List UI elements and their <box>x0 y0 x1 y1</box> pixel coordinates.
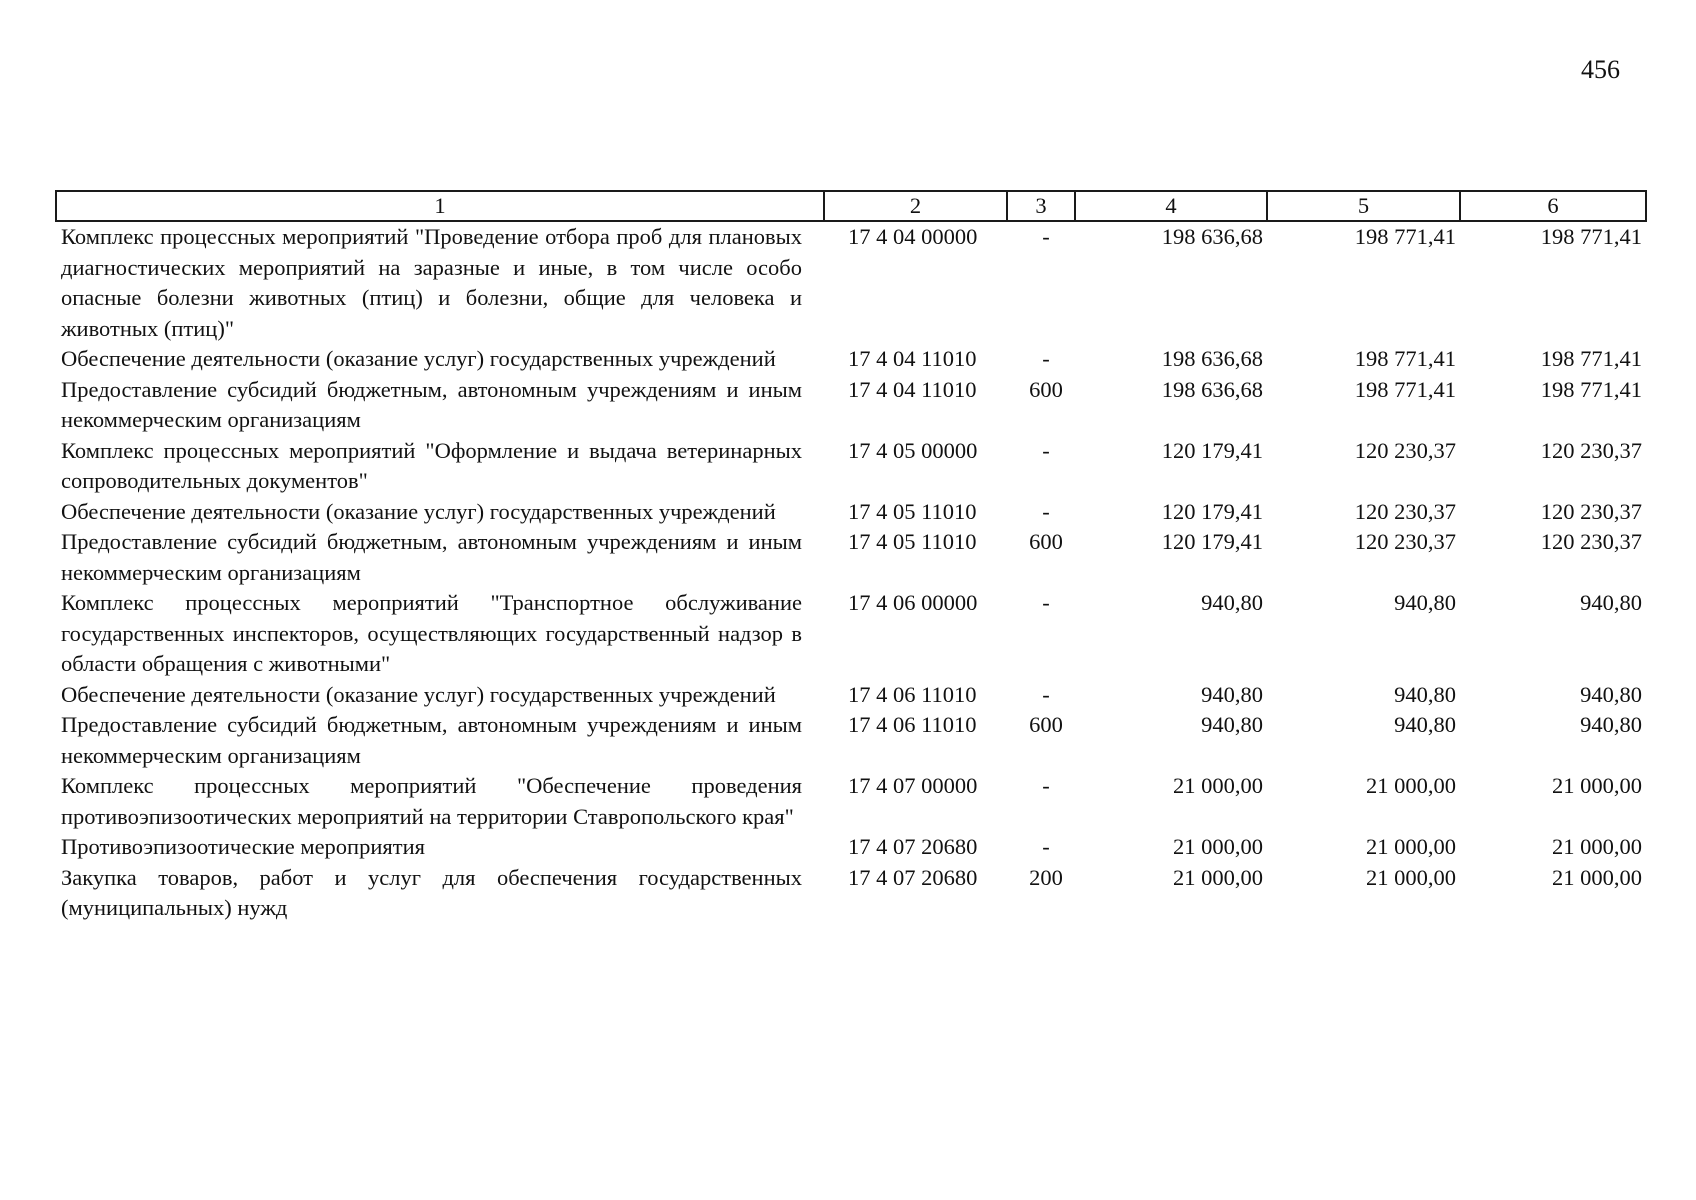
table-row <box>56 436 1646 497</box>
row-type-cell: - <box>1042 437 1050 463</box>
row-amount-cell-1: 21 000,00 <box>1173 773 1263 798</box>
row-type-cell: - <box>1042 498 1050 524</box>
row-amount-cell-2: 940,80 <box>1394 681 1456 707</box>
row-amount-cell-3: 21 000,00 <box>1552 773 1642 798</box>
table-row <box>56 344 1646 375</box>
row-name-cell: Обеспечение деятельности (оказание услуг) государственных учреждений <box>61 498 776 524</box>
row-amount-cell-1: 198 636,68 <box>1161 224 1263 249</box>
row-type-cell: 600 <box>1029 376 1063 402</box>
row-amount-cell-1: 120 179,41 <box>1161 529 1263 554</box>
row-amount-cell-2: 120 230,37 <box>1354 498 1456 524</box>
header-cell: 1 <box>56 191 824 221</box>
row-name-cell: Комплекс процессных мероприятий "Проведение отбора проб для плановых диагностических мероприятий на заразные и иные, в том числе особо опасные болезни животных (птиц) и болезни, общие для человека и животных (птиц)" <box>61 224 802 341</box>
row-type-cell: - <box>1042 224 1050 249</box>
row-amount-cell-3: 940,80 <box>1580 712 1642 737</box>
row-amount-cell-2: 198 771,41 <box>1354 346 1456 371</box>
header-cell: 5 <box>1267 191 1460 221</box>
row-code-cell: 17 4 06 11010 <box>848 712 977 737</box>
row-amount-cell-2: 21 000,00 <box>1366 864 1456 890</box>
row-name-cell: Комплекс процессных мероприятий "Транспортное обслуживание государственных инспекторов, осуществляющих государственный надзор в области обращения с животными" <box>61 590 802 676</box>
row-amount-cell-1: 120 179,41 <box>1161 437 1263 463</box>
row-amount-cell-3: 198 771,41 <box>1540 346 1642 371</box>
row-type-cell: - <box>1042 346 1050 371</box>
row-amount-cell-3: 120 230,37 <box>1540 437 1642 463</box>
table-row <box>56 588 1646 680</box>
row-amount-cell-1: 198 636,68 <box>1161 376 1263 402</box>
row-code-cell: 17 4 04 11010 <box>848 376 977 402</box>
row-name-cell: Обеспечение деятельности (оказание услуг) государственных учреждений <box>61 681 776 707</box>
row-code-cell: 17 4 05 00000 <box>848 437 978 463</box>
table-row <box>56 221 1646 344</box>
row-amount-cell-1: 120 179,41 <box>1161 498 1263 524</box>
row-type-cell: 200 <box>1029 864 1063 890</box>
row-amount-cell-3: 198 771,41 <box>1540 376 1642 402</box>
row-amount-cell-3: 21 000,00 <box>1552 864 1642 890</box>
header-cell: 2 <box>824 191 1007 221</box>
row-amount-cell-2: 21 000,00 <box>1366 834 1456 859</box>
row-amount-cell-2: 940,80 <box>1394 712 1456 737</box>
row-name-cell: Предоставление субсидий бюджетным, автономным учреждениям и иным некоммерческим организациям <box>61 376 802 432</box>
row-amount-cell-2: 21 000,00 <box>1366 773 1456 798</box>
row-type-cell: - <box>1042 773 1050 798</box>
row-code-cell: 17 4 06 11010 <box>848 681 977 707</box>
row-name-cell: Предоставление субсидий бюджетным, автономным учреждениям и иным некоммерческим организациям <box>61 529 802 585</box>
row-name-cell: Комплекс процессных мероприятий "Обеспечение проведения противоэпизоотических мероприятий на территории Ставропольского края" <box>61 773 802 829</box>
row-name-cell: Комплекс процессных мероприятий "Оформление и выдача ветеринарных сопроводительных документов" <box>61 437 802 493</box>
row-amount-cell-3: 120 230,37 <box>1540 529 1642 554</box>
row-amount-cell-3: 198 771,41 <box>1540 224 1642 249</box>
header-cell: 6 <box>1460 191 1646 221</box>
row-amount-cell-2: 120 230,37 <box>1354 437 1456 463</box>
row-amount-cell-1: 940,80 <box>1201 590 1263 615</box>
row-amount-cell-1: 198 636,68 <box>1161 346 1263 371</box>
row-name-cell: Обеспечение деятельности (оказание услуг) государственных учреждений <box>61 346 776 371</box>
table-row <box>56 680 1646 711</box>
header-row <box>56 191 1646 221</box>
header-cell: 4 <box>1075 191 1267 221</box>
row-type-cell: - <box>1042 834 1050 859</box>
row-amount-cell-3: 21 000,00 <box>1552 834 1642 859</box>
table-row <box>56 497 1646 528</box>
row-amount-cell-2: 198 771,41 <box>1354 376 1456 402</box>
row-type-cell: - <box>1042 681 1050 707</box>
table-row <box>56 527 1646 588</box>
row-name-cell: Противоэпизоотические мероприятия <box>61 834 425 859</box>
row-amount-cell-2: 198 771,41 <box>1354 224 1456 249</box>
row-amount-cell-1: 21 000,00 <box>1173 834 1263 859</box>
page-number: 456 <box>1581 55 1620 84</box>
row-amount-cell-3: 120 230,37 <box>1540 498 1642 524</box>
row-type-cell: - <box>1042 590 1050 615</box>
row-amount-cell-2: 120 230,37 <box>1354 529 1456 554</box>
table-row <box>56 832 1646 863</box>
header-cell: 3 <box>1007 191 1075 221</box>
row-code-cell: 17 4 06 00000 <box>848 590 978 615</box>
row-amount-cell-1: 940,80 <box>1201 681 1263 707</box>
row-code-cell: 17 4 05 11010 <box>848 529 977 554</box>
row-amount-cell-1: 21 000,00 <box>1173 864 1263 890</box>
row-code-cell: 17 4 04 00000 <box>848 224 978 249</box>
row-name-cell: Закупка товаров, работ и услуг для обеспечения государственных (муниципальных) нужд <box>61 864 802 920</box>
row-code-cell: 17 4 04 11010 <box>848 346 977 371</box>
row-code-cell: 17 4 07 20680 <box>848 864 978 890</box>
row-code-cell: 17 4 07 00000 <box>848 773 978 798</box>
table-row <box>56 710 1646 771</box>
row-code-cell: 17 4 05 11010 <box>848 498 977 524</box>
row-name-cell: Предоставление субсидий бюджетным, автономным учреждениям и иным некоммерческим организациям <box>61 712 802 768</box>
table-body <box>56 221 1646 924</box>
table-row <box>56 375 1646 436</box>
row-type-cell: 600 <box>1029 529 1063 554</box>
row-code-cell: 17 4 07 20680 <box>848 834 978 859</box>
row-amount-cell-3: 940,80 <box>1580 681 1642 707</box>
row-type-cell: 600 <box>1029 712 1063 737</box>
row-amount-cell-1: 940,80 <box>1201 712 1263 737</box>
table-row <box>56 771 1646 832</box>
row-amount-cell-2: 940,80 <box>1394 590 1456 615</box>
budget-table <box>55 190 1647 924</box>
row-amount-cell-3: 940,80 <box>1580 590 1642 615</box>
table-row <box>56 863 1646 924</box>
